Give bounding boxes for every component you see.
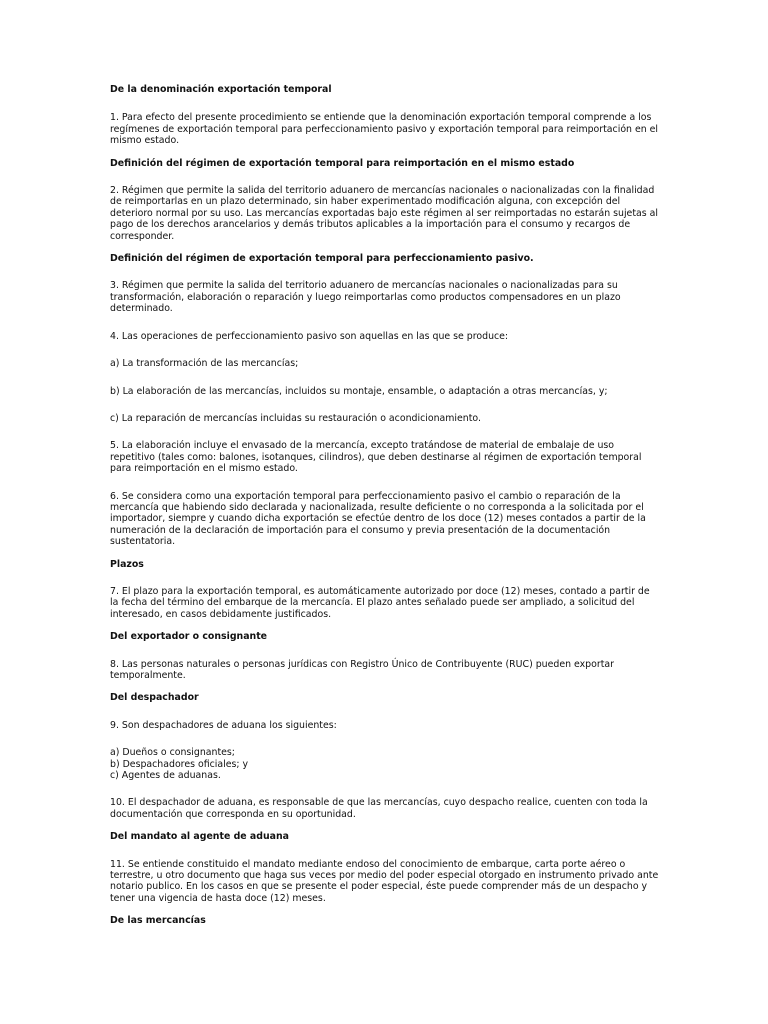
heading-mercancias: De las mercancías [110, 915, 206, 927]
paragraph-3: 3. Régimen que permite la salida del territorio aduanero de mercancías nacionales o nacionalizadas para su transformación, elaboración o reparación y luego reimportarlas como productos compensadores en un plazo determinado. [110, 280, 621, 315]
paragraph-2: 2. Régimen que permite la salida del territorio aduanero de mercancías nacionales o nacionalizadas con la finalidad de reimportarlas en un plazo determinado, sin haber experimentado modificación alguna, con excepción del deterioro normal por su uso. Las mercancías exportadas bajo este régimen al ser reimportadas no estarán sujetas al pago de los derechos arancelarios y demás tributos aplicables a la importación para el consumo y recargos de corresponder. [110, 185, 658, 242]
heading-despachador: Del despachador [110, 692, 199, 704]
heading-plazos: Plazos [110, 558, 144, 570]
heading-reimportacion: Definición del régimen de exportación temporal para reimportación en el mismo estado [110, 157, 575, 169]
heading-perfeccionamiento: Definición del régimen de exportación temporal para perfeccionamiento pasivo. [110, 253, 534, 265]
paragraph-7: 7. El plazo para la exportación temporal, es automáticamente autorizado por doce (12) meses, contado a partir de la fecha del término del embarque de la mercancía. El plazo antes señalado puede ser ampliado, a solicitud del interesado, en casos debidamente justificados. [110, 585, 650, 620]
paragraph-4: 4. Las operaciones de perfeccionamiento pasivo son aquellas en las que se produce: [110, 330, 509, 342]
despachadores-list [110, 747, 660, 781]
heading-exportador: Del exportador o consignante [110, 631, 268, 643]
paragraph-1: 1. Para efecto del presente procedimiento se entiende que la denominación exportación temporal comprende a los regímenes de exportación temporal para perfeccionamiento pasivo y exportación temporal para reimportación en el mismo estado. [110, 112, 659, 147]
paragraph-4a: a) La transformación de las mercancías; [110, 358, 299, 370]
list-item: a) Dueños o consignantes; [110, 747, 235, 759]
list-item: b) Despachadores oficiales; y [110, 758, 249, 770]
list-item: c) Agentes de aduanas. [110, 770, 221, 782]
paragraph-9: 9. Son despachadores de aduana los siguientes: [110, 719, 337, 731]
paragraph-8: 8. Las personas naturales o personas jurídicas con Registro Único de Contribuyente (RUC) pueden exportar temporalmente. [110, 658, 614, 681]
heading-denominacion: De la denominación exportación temporal [110, 84, 332, 95]
paragraph-5: 5. La elaboración incluye el envasado de la mercancía, excepto tratándose de material de embalaje de uso repetitivo (tales como: balones, isotanques, cilindros), que deben destinarse al régimen de exportación temporal para reimportación en el mismo estado. [110, 440, 642, 475]
heading-mandato: Del mandato al agente de aduana [110, 831, 289, 843]
paragraph-4b: b) La elaboración de las mercancías, incluidos su montaje, ensamble, o adaptación a otras mercancías, y; [110, 385, 608, 397]
paragraph-6: 6. Se considera como una exportación temporal para perfeccionamiento pasivo el cambio o reparación de la mercancía que habiendo sido declarada y nacionalizada, resulte deficiente o no corresponda a la solicitada por el importador, siempre y cuando dicha exportación se efectúe dentro de los doce (12) meses contados a partir de la numeración de la declaración de importación para el consumo y previa presentación de la documentación sustentatoria. [110, 490, 646, 548]
paragraph-4c: c) La reparación de mercancías incluidas su restauración o acondicionamiento. [110, 412, 481, 424]
paragraph-10: 10. El despachador de aduana, es responsable de que las mercancías, cuyo despacho realice, cuenten con toda la documentación que corresponda en su oportunidad. [110, 797, 648, 820]
paragraph-11: 11. Se entiende constituido el mandato mediante endoso del conocimiento de embarque, carta porte aéreo o terrestre, u otro documento que haga sus veces por medio del poder especial otorgado en instrumento privado ante notario publico. En los casos en que se presente el poder especial, éste puede comprender más de un despacho y tener una vigencia de hasta doce (12) meses. [110, 858, 659, 904]
